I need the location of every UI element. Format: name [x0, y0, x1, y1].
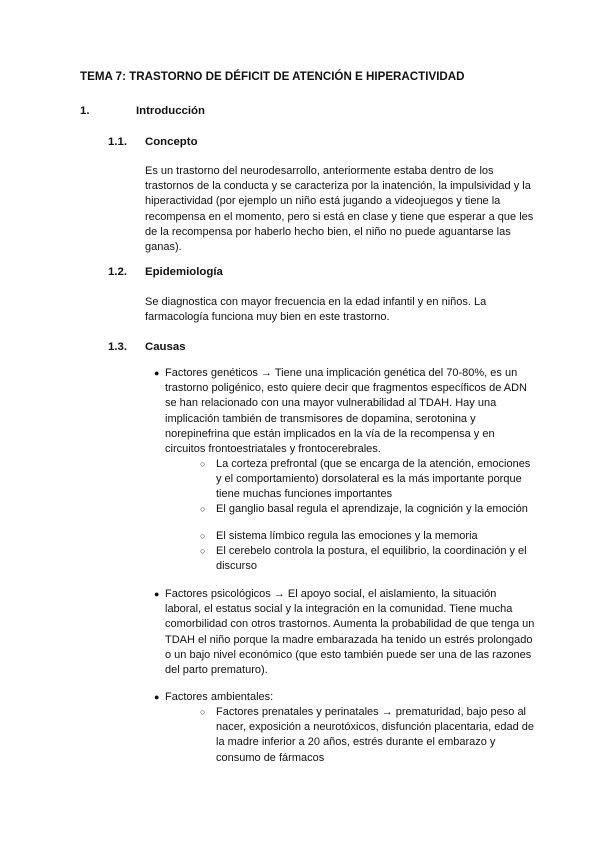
- section-number: 1.: [80, 105, 90, 117]
- epidemiologia-paragraph: Se diagnostica con mayor frecuencia en la edad infantil y en niños. La farmacología funciona muy bien en este trastorno.: [145, 296, 487, 324]
- sub-bullet-prenatales: [200, 705, 536, 766]
- bullet-factores-psicologicos: [154, 587, 535, 678]
- sub-bullet-text: El cerebelo controla la postura, el equilibrio, la coordinación y el discurso: [216, 545, 527, 573]
- sub-bullet-text: El ganglio basal regula el aprendizaje, la cognición y la emoción: [216, 503, 528, 515]
- subsection-number: 1.1.: [108, 136, 127, 148]
- sub-bullet-text: El sistema límbico regula las emociones y la memoria: [216, 530, 478, 542]
- bullet-text: Factores ambientales:: [165, 691, 274, 703]
- subsection-heading-causas: [108, 341, 186, 353]
- sub-bullet-text: La corteza prefrontal (que se encarga de la atención, emociones y el comportamiento) dorsolateral es la más importante porque tiene muchas funciones importantes: [216, 458, 531, 501]
- subsection-label: Causas: [145, 341, 186, 353]
- section-heading-introduccion: [80, 105, 205, 117]
- subsection-label: Epidemiología: [145, 266, 223, 278]
- subsection-number: 1.3.: [108, 341, 127, 353]
- concepto-paragraph: Es un trastorno del neurodesarrollo, anteriormente estaba dentro de los trastornos de la conducta y se caracteriza por la inatención, la impulsividad y la hiperactividad (por ejemplo un niño está jugando a videojuegos y tiene la recompensa en el momento, pero si está en clase y tiene que esperar a que les de la recompensa por haberlo hecho bien, el niño no puede aguantarse las ganas).: [145, 165, 534, 254]
- sub-bullet-sistema-limbico: [200, 529, 536, 544]
- subsection-number: 1.2.: [108, 266, 127, 278]
- bullet-factores-geneticos: [154, 366, 535, 457]
- bullet-text: Factores genéticos → Tiene una implicación genética del 70-80%, es un trastorno poligénico, esto quiere decir que fragmentos específicos de ADN se han relacionado con una mayor vulnerabilidad al TDAH. Hay una implicación también de transmisores de dopamina, serotonina y norepinefrina que están implicados en la vía de la recompensa y en circuitos frontoestriatales y frontocerebrales.: [165, 367, 527, 456]
- sub-bullet-text: Factores prenatales y perinatales → prematuridad, bajo peso al nacer, exposición a neurotóxicos, disfunción placentaria, edad de la madre inferior a 20 años, estrés durante el embarazo y consumo de fármacos: [216, 706, 534, 764]
- sub-bullet-cerebelo: [200, 544, 536, 574]
- subsection-heading-concepto: [108, 136, 198, 148]
- sub-bullet-circle-icon: ○: [200, 459, 206, 469]
- sub-bullet-circle-icon: ○: [200, 546, 206, 556]
- sub-bullet-circle-icon: ○: [200, 504, 206, 514]
- bullet-dot-icon: ●: [154, 692, 160, 702]
- subsection-label: Concepto: [145, 136, 198, 148]
- bullet-factores-ambientales: [154, 690, 535, 705]
- subsection-heading-epidemiologia: [108, 266, 223, 278]
- bullet-text: Factores psicológicos → El apoyo social, el aislamiento, la situación laboral, el estatus social y la integración en la comunidad. Tiene mucha comorbilidad con otros trastornos. Aumenta la probabilidad de que tenga un TDAH el niño porque la madre embarazada ha tenido un estrés prolongado o un bajo nivel económico (que esto también puede ser una de las razones del parto prematuro).: [165, 588, 535, 677]
- sub-bullet-circle-icon: ○: [200, 707, 206, 717]
- page-title: TEMA 7: TRASTORNO DE DÉFICIT DE ATENCIÓN E HIPERACTIVIDAD: [80, 70, 465, 83]
- section-label: Introducción: [136, 105, 205, 117]
- sub-bullet-ganglio-basal: [200, 502, 536, 517]
- sub-bullet-circle-icon: ○: [200, 531, 206, 541]
- sub-bullet-corteza-prefrontal: [200, 457, 536, 503]
- bullet-dot-icon: ●: [154, 589, 160, 599]
- bullet-dot-icon: ●: [154, 368, 160, 378]
